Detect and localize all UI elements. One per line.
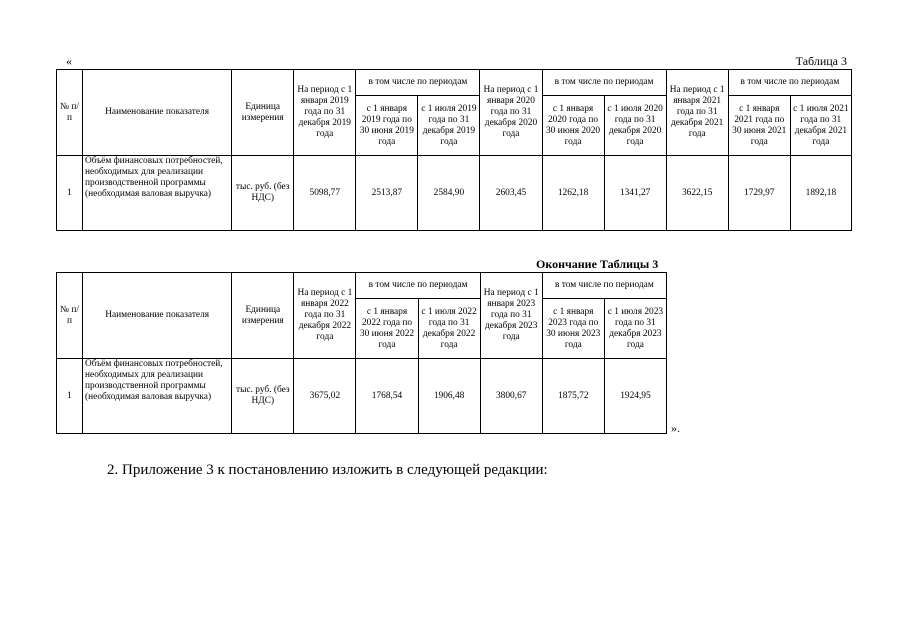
year-total-header: На период с 1 января 2020 года по 31 декабря 2020 года [480, 70, 542, 156]
table-row [57, 359, 667, 434]
half2-header: с 1 июля 2023 года по 31 декабря 2023 года [604, 299, 666, 359]
value-cell: 1262,18 [542, 156, 604, 231]
row-name: Объём финансовых потребностей, необходимых для реализации производственной программы (необходимая валовая выручка) [83, 156, 232, 231]
col-name-header: Наименование показателя [83, 70, 232, 156]
half2-header: с 1 июля 2022 года по 31 декабря 2022 года [418, 299, 480, 359]
value-cell: 2513,87 [356, 156, 418, 231]
value-cell: 1768,54 [356, 359, 418, 434]
year-total-header: На период с 1 января 2021 года по 31 декабря 2021 года [666, 70, 728, 156]
value-cell: 1729,97 [728, 156, 790, 231]
value-cell: 1906,48 [418, 359, 480, 434]
closing-quote: ». [671, 421, 680, 435]
value-cell: 2603,45 [480, 156, 542, 231]
half2-header: с 1 июля 2021 года по 31 декабря 2021 года [790, 96, 851, 156]
col-num-header: № п/п [57, 70, 83, 156]
value-cell: 3622,15 [666, 156, 728, 231]
half1-header: с 1 января 2022 года по 30 июня 2022 года [356, 299, 418, 359]
value-cell: 1341,27 [604, 156, 666, 231]
table1 [56, 69, 852, 231]
half2-header: с 1 июля 2020 года по 31 декабря 2020 года [604, 96, 666, 156]
table2 [56, 272, 667, 434]
half1-header: с 1 января 2019 года по 30 июня 2019 года [356, 96, 418, 156]
half1-header: с 1 января 2020 года по 30 июня 2020 года [542, 96, 604, 156]
table2-caption: Окончание Таблицы 3 [536, 257, 659, 271]
half2-header: с 1 июля 2019 года по 31 декабря 2019 года [418, 96, 480, 156]
col-unit-header: Единица измерения [232, 273, 294, 359]
col-num-header: № п/п [57, 273, 83, 359]
split-header: в том числе по периодам [728, 70, 851, 96]
opening-quote: « [66, 54, 72, 68]
value-cell: 3675,02 [294, 359, 356, 434]
value-cell: 3800,67 [480, 359, 542, 434]
row-unit: тыс. руб. (без НДС) [232, 359, 294, 434]
value-cell: 1892,18 [790, 156, 851, 231]
value-cell: 2584,90 [418, 156, 480, 231]
split-header: в том числе по периодам [542, 70, 666, 96]
table1-caption: Таблица 3 [795, 54, 847, 68]
year-total-header: На период с 1 января 2023 года по 31 декабря 2023 года [480, 273, 542, 359]
col-name-header: Наименование показателя [83, 273, 232, 359]
year-total-header: На период с 1 января 2022 года по 31 декабря 2022 года [294, 273, 356, 359]
row-num: 1 [57, 156, 83, 231]
value-cell: 1875,72 [542, 359, 604, 434]
amendment-paragraph: 2. Приложение 3 к постановлению изложить в следующей редакции: [107, 462, 548, 478]
row-name: Объём финансовых потребностей, необходимых для реализации производственной программы (необходимая валовая выручка) [83, 359, 232, 434]
value-cell: 1924,95 [604, 359, 666, 434]
year-total-header: На период с 1 января 2019 года по 31 декабря 2019 года [294, 70, 356, 156]
table-row [57, 156, 852, 231]
row-unit: тыс. руб. (без НДС) [232, 156, 294, 231]
half1-header: с 1 января 2021 года по 30 июня 2021 года [728, 96, 790, 156]
row-num: 1 [57, 359, 83, 434]
split-header: в том числе по периодам [356, 273, 480, 299]
half1-header: с 1 января 2023 года по 30 июня 2023 года [542, 299, 604, 359]
value-cell: 5098,77 [294, 156, 356, 231]
col-unit-header: Единица измерения [232, 70, 294, 156]
split-header: в том числе по периодам [356, 70, 480, 96]
split-header: в том числе по периодам [542, 273, 666, 299]
